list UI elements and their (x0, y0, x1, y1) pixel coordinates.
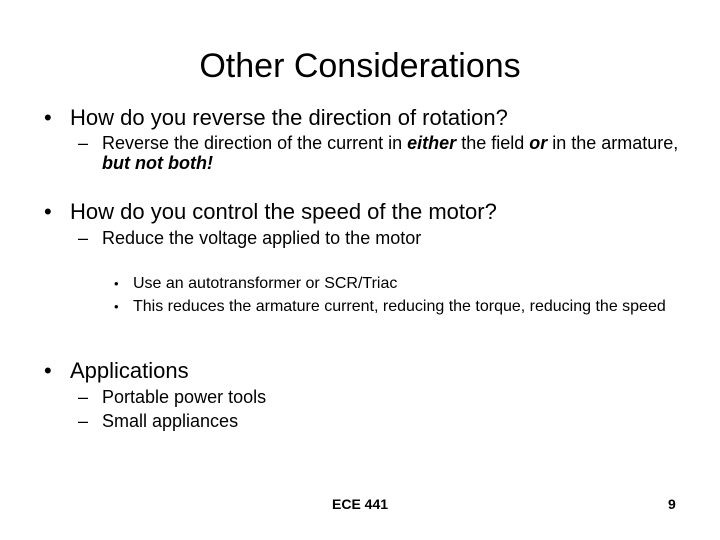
application-item-text: Portable power tools (102, 387, 267, 407)
sub-sub-bullet-text: This reduces the armature current, reducing the torque, reducing the speed (133, 298, 666, 315)
sub-sub-bullet-text: Use an autotransformer or SCR/Triac (133, 275, 398, 292)
bullet-icon: • (44, 105, 52, 130)
emphasis-or: or (529, 133, 548, 153)
footer-course: ECE 441 (332, 496, 389, 512)
application-item-text: Small appliances (102, 411, 239, 431)
reverse-answer-text: Reverse the direction of the current in either the field or in the armature, but not both! (102, 133, 679, 173)
slide-title: Other Considerations (199, 47, 521, 85)
bullet-icon: • (44, 199, 52, 224)
dash-icon: – (78, 411, 89, 431)
emphasis-either: either (407, 133, 457, 153)
speed-answer-text: Reduce the voltage applied to the motor (102, 228, 422, 248)
small-bullet-icon: • (114, 299, 119, 314)
dash-icon: – (78, 133, 89, 153)
dash-icon: – (78, 387, 89, 407)
dash-icon: – (78, 228, 89, 248)
bullet-icon: • (44, 358, 52, 383)
footer-page-number: 9 (668, 496, 676, 512)
speed-question-text: How do you control the speed of the motor? (70, 199, 497, 224)
reverse-question-text: How do you reverse the direction of rotation? (70, 105, 508, 130)
small-bullet-icon: • (114, 276, 119, 291)
emphasis-but-not-both: but not both! (102, 153, 213, 173)
applications-heading: Applications (70, 358, 189, 383)
